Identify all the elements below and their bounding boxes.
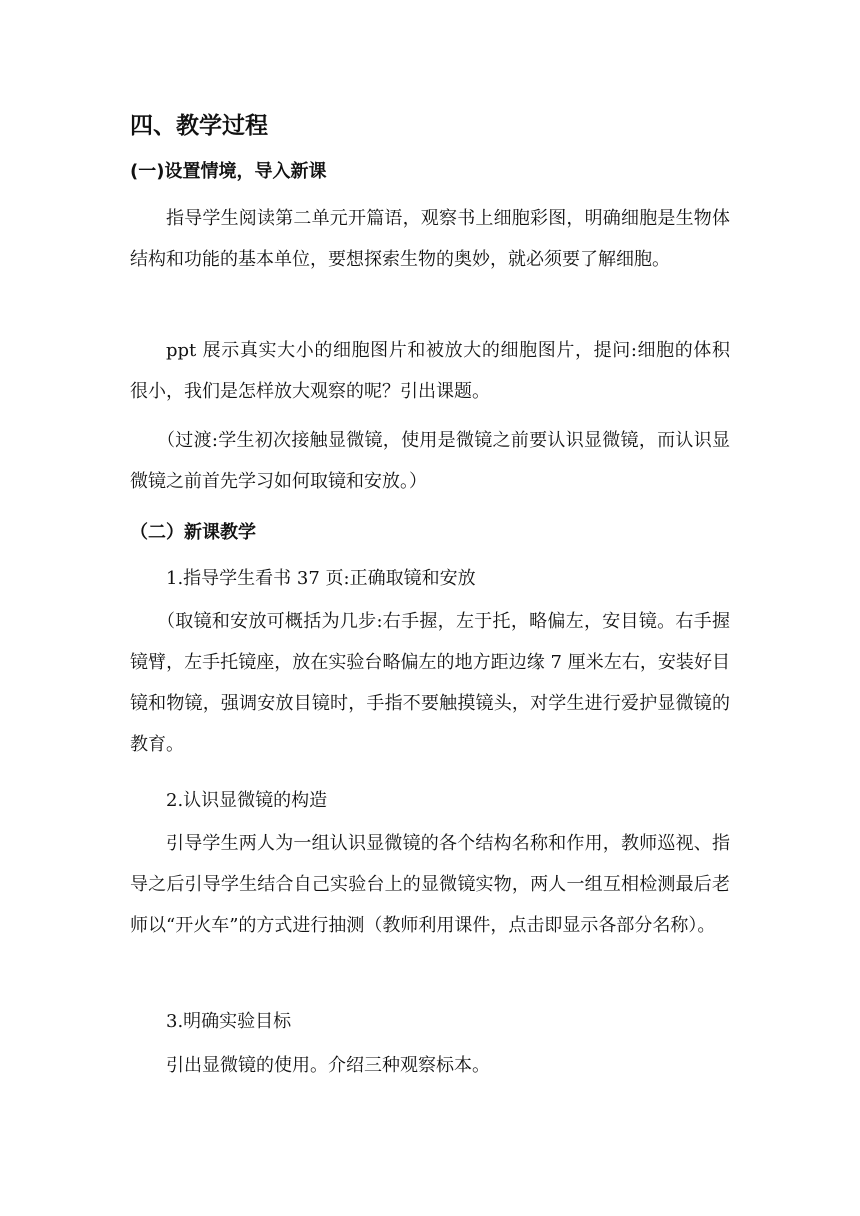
list-item-3: 3.明确实验目标 [166,1011,292,1032]
paragraph-intro: 指导学生阅读第二单元开篇语，观察书上细胞彩图，明确细胞是生物体结构和功能的基本单位，要想探索生物的奥妙，就必须要了解细胞。 [130,208,730,270]
list-item-2: 2.认识显微镜的构造 [166,790,328,811]
section-title: 四、教学过程 [130,112,268,139]
list-item-1: 1.指导学生看书 37 页:正确取镜和安放 [166,568,476,589]
paragraph-structure: 引导学生两人为一组认识显微镜的各个结构名称和作用，教师巡视、指导之后引导学生结合自己实验台上的显微镜实物，两人一组互相检测最后老师以“开火车”的方式进行抽测（教师利用课件，点击即显示各部分名称）。 [130,833,730,936]
paragraph-ppt: ppt 展示真实大小的细胞图片和被放大的细胞图片，提问:细胞的体积很小，我们是怎样放大观察的呢？引出课题。 [130,340,730,402]
subsection-title-2: （二）新课教学 [130,522,256,543]
paragraph-transition: （过渡:学生初次接触显微镜，使用是微镜之前要认识显微镜，而认识显微镜之前首先学习如何取镜和安放。） [130,430,730,492]
subsection-title-1: (一)设置情境，导入新课 [130,161,327,182]
paragraph-specimens: 引出显微镜的使用。介绍三种观察标本。 [166,1055,490,1076]
paragraph-microscope-handling: （取镜和安放可概括为几步:右手握，左于托，略偏左，安目镜。右手握镜臂，左手托镜座，放在实验台略偏左的地方距边缘 7 厘米左右，安装好目镜和物镜，强调安放目镜时，手指不要触摸镜头，对学生进行爱护显微镜的教育。 [130,611,730,755]
